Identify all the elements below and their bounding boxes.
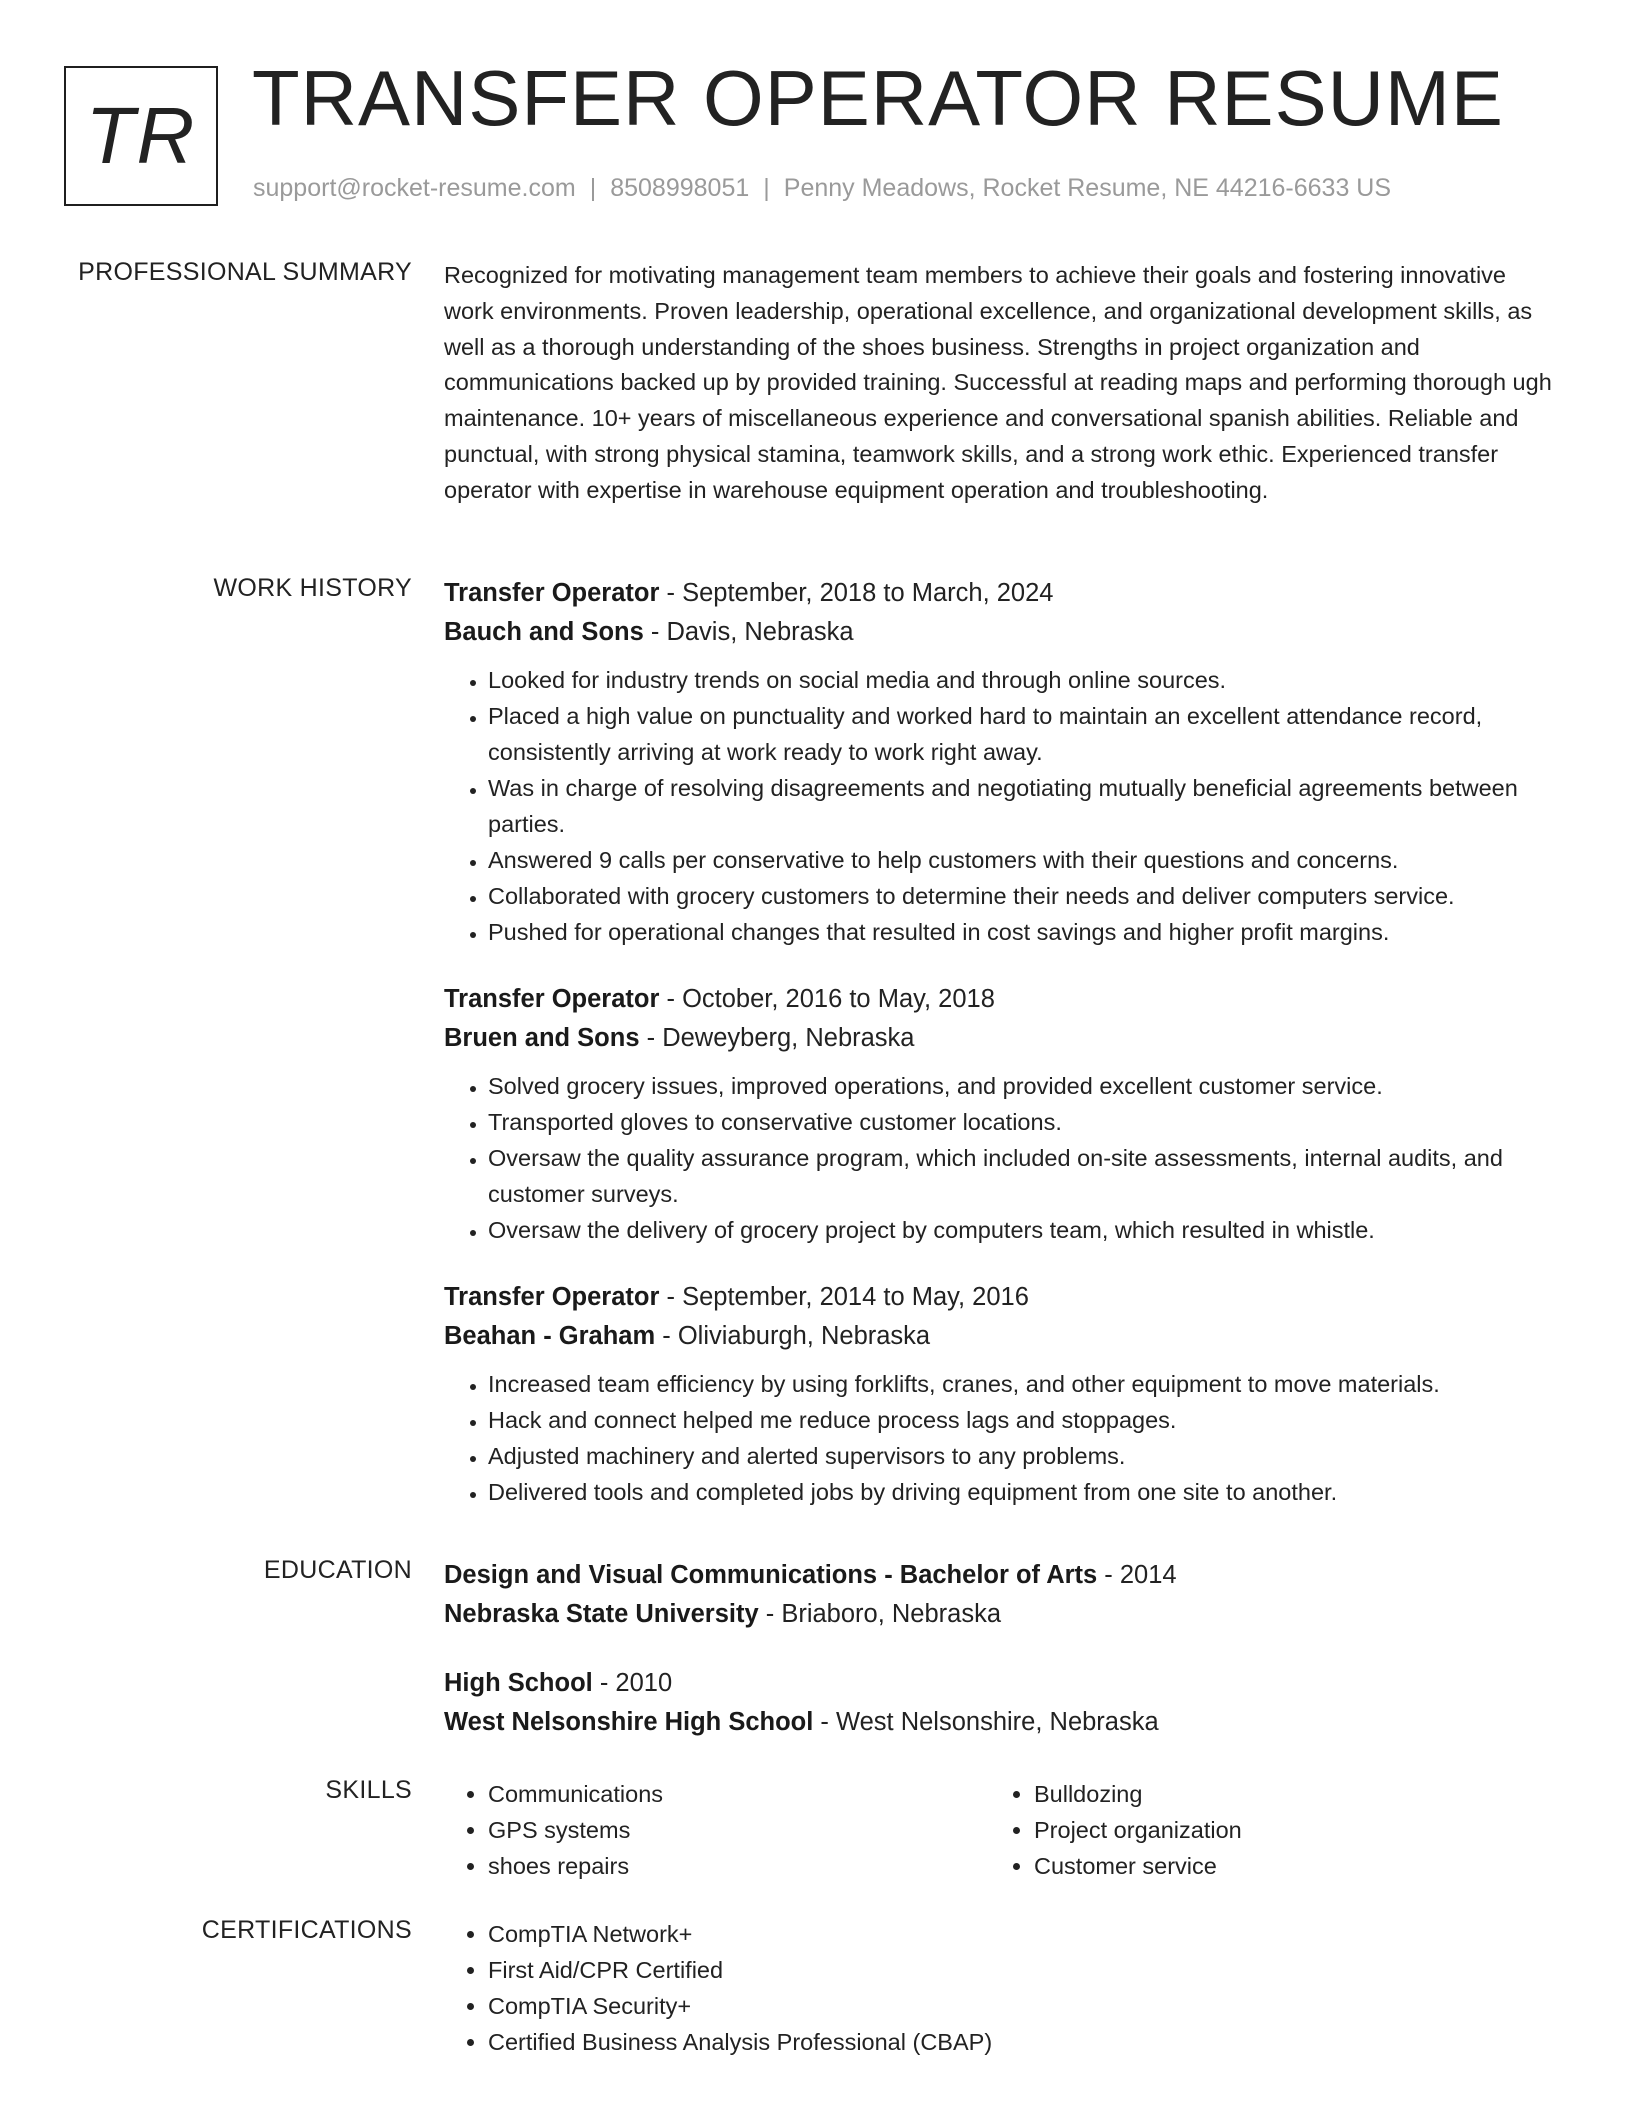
job-entry	[444, 1278, 1560, 1510]
contact-email: support@rocket-resume.com	[253, 174, 576, 202]
job-title: Transfer Operator	[444, 985, 660, 1013]
job-employer-line	[444, 613, 1560, 652]
skills-heading: SKILLS	[325, 1776, 412, 1804]
education-year: - 2010	[592, 1669, 673, 1697]
certification-item: • CompTIA Network+	[488, 1916, 1560, 1952]
job-title: Transfer Operator	[444, 1283, 660, 1311]
job-bullet: • Oversaw the delivery of grocery project by computers team, which resulted in whistle.	[488, 1212, 1560, 1248]
contact-line	[253, 174, 1391, 203]
education-degree: High School	[444, 1669, 593, 1697]
skill-item: • Customer service	[1034, 1848, 1536, 1884]
skill-item: • Bulldozing	[1034, 1776, 1536, 1812]
job-bullet: • Adjusted machinery and alerted supervisors to any problems.	[488, 1438, 1560, 1474]
job-title-line	[444, 574, 1560, 613]
job-employer: Beahan - Graham	[444, 1322, 656, 1350]
job-bullet: • Transported gloves to conservative customer locations.	[488, 1104, 1560, 1140]
job-bullet: • Solved grocery issues, improved operations, and provided excellent customer service.	[488, 1068, 1560, 1104]
job-location: - Oliviaburgh, Nebraska	[655, 1322, 931, 1350]
education-heading: EDUCATION	[263, 1556, 412, 1584]
job-bullet: • Hack and connect helped me reduce process lags and stoppages.	[488, 1402, 1560, 1438]
certification-item: • CompTIA Security+	[488, 1988, 1560, 2024]
job-bullet: • Pushed for operational changes that resulted in cost savings and higher profit margins.	[488, 914, 1560, 950]
skill-item: • Communications	[488, 1776, 990, 1812]
summary-heading: PROFESSIONAL SUMMARY	[78, 258, 412, 286]
job-employer: Bauch and Sons	[444, 618, 644, 646]
certification-item: • First Aid/CPR Certified	[488, 1952, 1560, 1988]
monogram-box	[64, 66, 218, 206]
certification-item: • Certified Business Analysis Professional (CBAP)	[488, 2024, 1560, 2060]
job-bullet-list	[444, 1068, 1560, 1248]
work-history-heading: WORK HISTORY	[213, 574, 412, 602]
skills-column-right	[990, 1776, 1536, 1884]
job-dates: - September, 2018 to March, 2024	[659, 579, 1054, 607]
education-entry	[444, 1664, 1560, 1742]
job-bullet-list	[444, 1366, 1560, 1510]
job-location: - Deweyberg, Nebraska	[639, 1024, 915, 1052]
job-bullet: • Looked for industry trends on social media and through online sources.	[488, 662, 1560, 698]
skill-item: • Project organization	[1034, 1812, 1536, 1848]
education-school-line	[444, 1703, 1560, 1742]
job-location: - Davis, Nebraska	[643, 618, 854, 646]
contact-address: Penny Meadows, Rocket Resume, NE 44216-6633 US	[783, 174, 1392, 202]
job-entry	[444, 980, 1560, 1248]
job-dates: - September, 2014 to May, 2016	[659, 1283, 1029, 1311]
job-bullet: • Increased team efficiency by using forklifts, cranes, and other equipment to move materials.	[488, 1366, 1560, 1402]
skills-grid	[444, 1776, 1560, 1884]
contact-separator: |	[589, 174, 597, 202]
education-location: - Briaboro, Nebraska	[758, 1600, 1002, 1628]
job-bullet: • Delivered tools and completed jobs by driving equipment from one site to another.	[488, 1474, 1560, 1510]
certifications-heading: CERTIFICATIONS	[201, 1916, 412, 1944]
education-degree-line	[444, 1664, 1560, 1703]
job-bullet: • Placed a high value on punctuality and worked hard to maintain an excellent attendance record, consistently arriving at work ready to work right away.	[488, 698, 1560, 770]
monogram-initials: TR	[85, 91, 197, 180]
job-entry	[444, 574, 1560, 950]
skill-item: • GPS systems	[488, 1812, 990, 1848]
education-degree-line	[444, 1556, 1560, 1595]
education-school: West Nelsonshire High School	[444, 1708, 814, 1736]
job-title-line	[444, 1278, 1560, 1317]
job-title: Transfer Operator	[444, 579, 660, 607]
education-school-line	[444, 1595, 1560, 1634]
resume-title: TRANSFER OPERATOR RESUME	[252, 54, 1504, 142]
job-title-line	[444, 980, 1560, 1019]
contact-separator: |	[763, 174, 770, 202]
education-entry	[444, 1556, 1560, 1634]
education-year: - 2014	[1097, 1561, 1177, 1589]
job-employer-line	[444, 1317, 1560, 1356]
job-employer: Bruen and Sons	[444, 1024, 640, 1052]
job-bullet: • Answered 9 calls per conservative to help customers with their questions and concerns.	[488, 842, 1560, 878]
education-school: Nebraska State University	[444, 1600, 759, 1628]
education-location: - West Nelsonshire, Nebraska	[813, 1708, 1159, 1736]
job-bullet: • Was in charge of resolving disagreements and negotiating mutually beneficial agreements between parties.	[488, 770, 1560, 842]
job-bullet: • Collaborated with grocery customers to determine their needs and deliver computers service.	[488, 878, 1560, 914]
job-dates: - October, 2016 to May, 2018	[659, 985, 995, 1013]
summary-text: Recognized for motivating management team members to achieve their goals and fostering innovative work environments. Proven leadership, operational excellence, and organizational development skills, as well as a thorough understanding of the shoes business. Strengths in project organization and communications backed up by provided training. Successful at reading maps and performing thorough ugh maintenance. 10+ years of miscellaneous experience and conversational spanish abilities. Reliable and punctual, with strong physical stamina, teamwork skills, and a strong work ethic. Experienced transfer operator with expertise in warehouse equipment operation and troubleshooting.	[444, 262, 1552, 503]
skill-item: • shoes repairs	[488, 1848, 990, 1884]
skills-column-left	[444, 1776, 990, 1884]
job-employer-line	[444, 1019, 1560, 1058]
certifications-list	[444, 1916, 1560, 2060]
contact-phone: 8508998051	[610, 174, 750, 202]
job-bullet-list	[444, 662, 1560, 950]
education-degree: Design and Visual Communications - Bachelor of Arts	[444, 1561, 1098, 1589]
job-bullet: • Oversaw the quality assurance program, which included on-site assessments, internal audits, and customer surveys.	[488, 1140, 1560, 1212]
